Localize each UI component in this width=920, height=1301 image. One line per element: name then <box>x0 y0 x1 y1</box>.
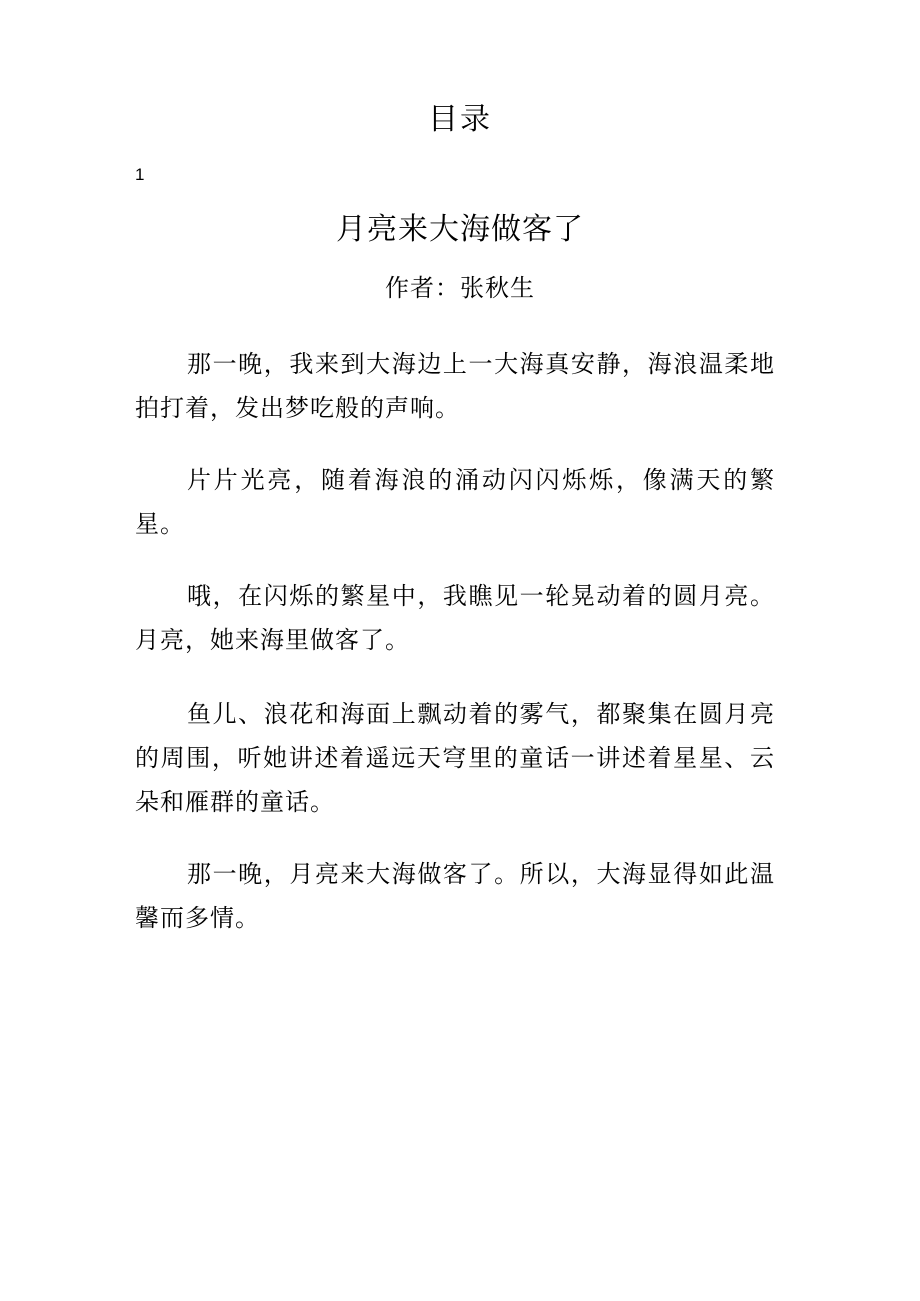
paragraph-5: 那一晚，月亮来大海做客了。所以，大海显得如此温馨而多情。 <box>135 860 775 932</box>
paragraph-3: 哦，在闪烁的繁星中，我瞧见一轮晃动着的圆月亮。月亮，她来海里做客了。 <box>135 582 775 654</box>
paragraph-1: 那一晚，我来到大海边上一大海真安静，海浪温柔地拍打着，发出梦吃般的声响。 <box>135 350 775 422</box>
paragraph-4: 鱼儿、浪花和海面上飘动着的雾气，都聚集在圆月亮的周围，听她讲述着遥远天穹里的童话一讲述着星星、云朵和雁群的童话。 <box>135 700 775 816</box>
author-line: 作者：张秋生 <box>385 274 535 302</box>
page-number: 1 <box>135 165 145 184</box>
article-title: 月亮来大海做客了 <box>336 212 584 247</box>
paragraph-2: 片片光亮，随着海浪的涌动闪闪烁烁，像满天的繁星。 <box>135 466 775 538</box>
toc-heading: 目录 <box>428 102 492 137</box>
